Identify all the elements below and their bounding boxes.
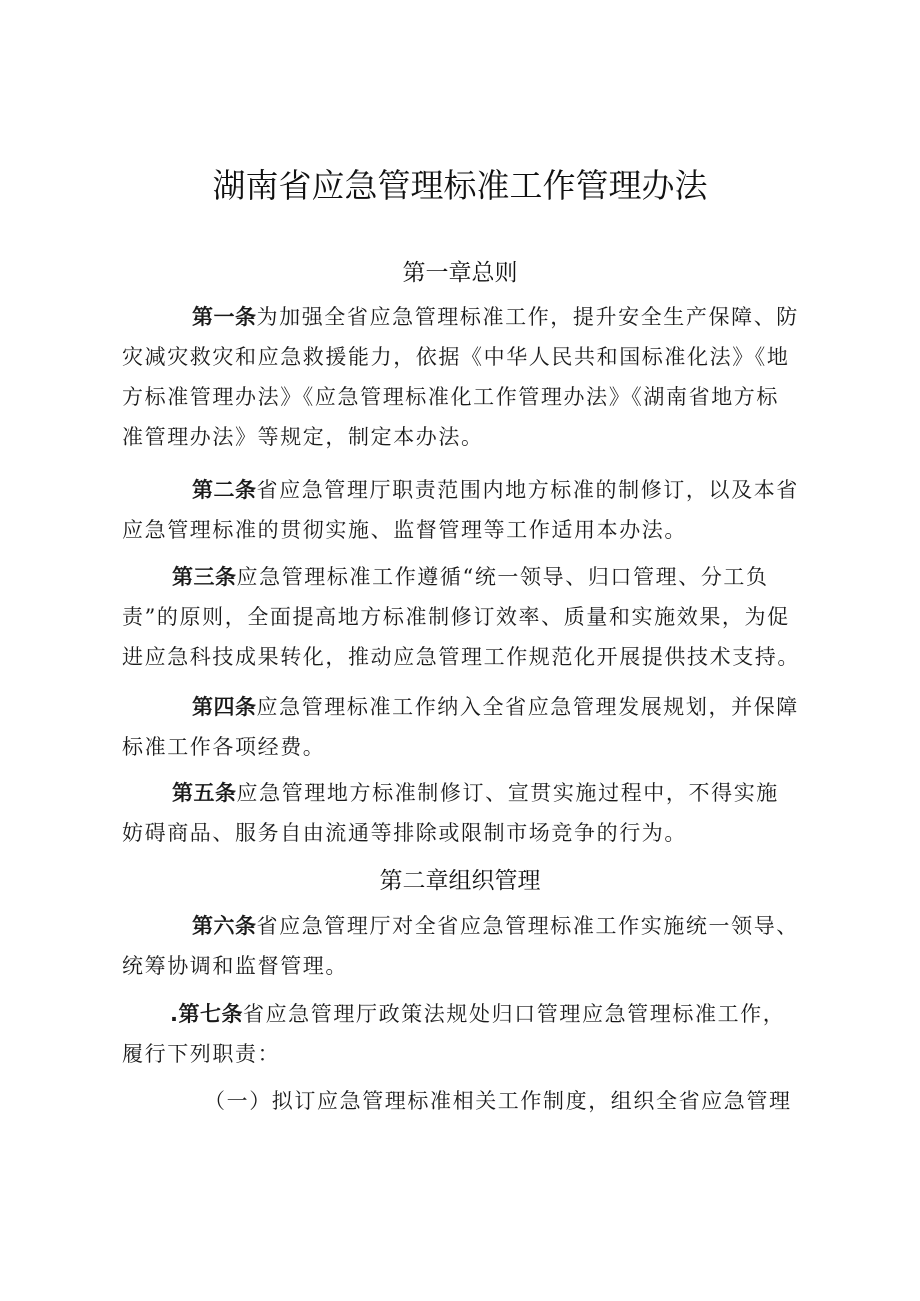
article-7-item-1-line-1: （一）拟订应急管理标准相关工作制度，组织全省应急管理 [204, 1089, 792, 1113]
article-7-line-1: 省应急管理厅政策法规处归口管理应急管理标准工作， [242, 1002, 786, 1026]
article-1-line-1: 为加强全省应急管理标准工作，提升安全生产保障、防 [256, 305, 799, 329]
article-4-lead: 第四条 [192, 695, 257, 719]
article-3-line-1: 应急管理标准工作遵循“统一领导、归口管理、分工负 [236, 565, 769, 589]
article-5-lead: 第五条 [172, 781, 237, 805]
article-4-line-2: 标准工作各项经费。 [122, 735, 326, 759]
article-6 [122, 906, 812, 986]
article-7-line-2: 履行下列职责： [122, 1042, 281, 1066]
article-2-line-2: 应急管理标准的贯彻实施、监督管理等工作适用本办法。 [122, 518, 687, 542]
chapter-heading-1: 第一章总则 [402, 260, 518, 286]
article-2-lead: 第二条 [192, 478, 257, 502]
article-6-line-1: 省应急管理厅对全省应急管理标准工作实施统一领导、 [256, 914, 799, 938]
article-3 [122, 557, 812, 677]
article-1-lead: 第一条 [192, 305, 257, 329]
document-title: 湖南省应急管理标准工作管理办法 [212, 166, 708, 205]
article-3-lead: 第三条 [172, 565, 237, 589]
chapter-heading-2: 第二章组织管理 [379, 868, 541, 894]
article-4 [122, 687, 812, 767]
article-3-line-3: 进应急科技成果转化，推动应急管理工作规范化开展提供技术支持。 [122, 645, 800, 669]
article-3-line-2: 责”的原则，全面提高地方标准制修订效率、质量和实施效果，为促 [122, 605, 790, 629]
article-5-line-1: 应急管理地方标准制修订、宣贯实施过程中，不得实施 [236, 781, 779, 805]
article-7-item-1 [122, 1081, 812, 1121]
article-4-line-1: 应急管理标准工作纳入全省应急管理发展规划，并保障 [256, 695, 799, 719]
article-7 [122, 994, 812, 1074]
article-7-lead: 第七条 [178, 1002, 243, 1026]
article-1-line-3: 方标准管理办法》《应急管理标准化工作管理办法》《湖南省地方标 [122, 385, 779, 409]
article-2 [122, 470, 812, 550]
article-5 [122, 773, 812, 853]
article-6-lead: 第六条 [192, 914, 257, 938]
article-5-line-2: 妨碍商品、服务自由流通等排除或限制市场竞争的行为。 [122, 821, 687, 845]
article-1-line-4: 准管理办法》等规定，制定本办法。 [122, 425, 484, 449]
article-1 [122, 297, 812, 457]
article-7-prefix: . [170, 1002, 179, 1026]
article-6-line-2: 统筹协调和监督管理。 [122, 954, 348, 978]
article-2-line-1: 省应急管理厅职责范围内地方标准的制修订，以及本省 [256, 478, 799, 502]
article-1-line-2: 灾减灾救灾和应急救援能力，依据《中华人民共和国标准化法》《地 [122, 345, 790, 369]
